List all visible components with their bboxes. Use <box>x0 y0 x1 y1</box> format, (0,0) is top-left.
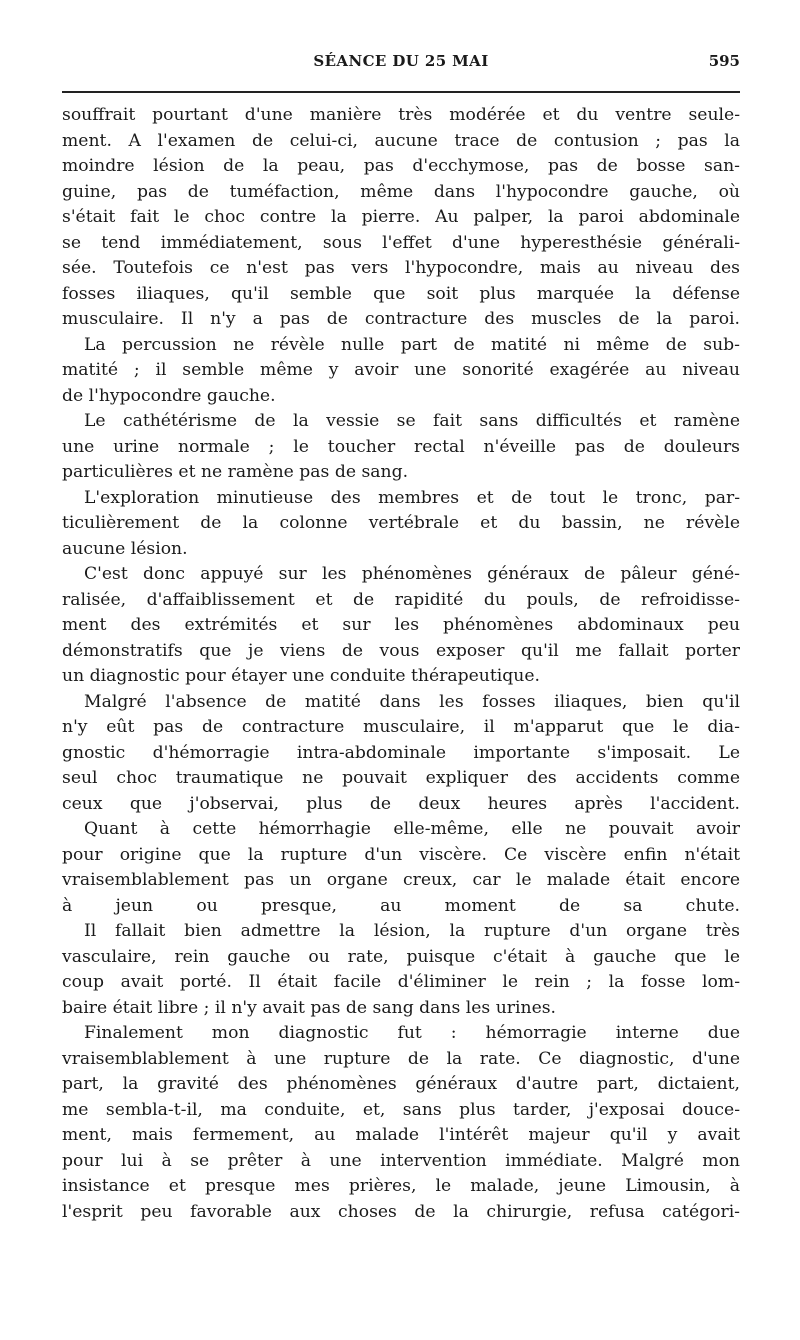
text-line: s'était fait le choc contre la pierre. Au palper, la paroi abdominale <box>62 207 740 227</box>
text-line: pour origine que la rupture d'un viscère. Ce viscère enfin n'était <box>62 844 740 865</box>
text-line: baire était libre ; il n'y avait pas de sang dans les urines. <box>62 997 557 1018</box>
text-line: Le cathétérisme de la vessie se fait sans difficultés et ramène <box>84 411 740 431</box>
text-line: vraisemblablement pas un organe creux, car le malade était encore <box>62 870 740 890</box>
text-line: guine, pas de tuméfaction, même dans l'hypocondre gauche, où <box>62 181 740 202</box>
text-line: gnostic d'hémorragie intra-abdominale importante s'imposait. Le <box>62 742 740 763</box>
text-line: vraisemblablement à une rupture de la rate. Ce diagnostic, d'une <box>62 1048 740 1069</box>
text-line: ceux que j'observai, plus de deux heures après l'accident. <box>62 793 740 814</box>
header-rule <box>62 91 740 93</box>
text-line: aucune lésion. <box>62 538 188 559</box>
text-line: seul choc traumatique ne pouvait expliquer des accidents comme <box>62 768 740 788</box>
text-line: l'esprit peu favorable aux choses de la chirurgie, refusa catégori- <box>62 1201 740 1222</box>
text-line: sée. Toutefois ce n'est pas vers l'hypocondre, mais au niveau des <box>62 258 740 278</box>
text-line: vasculaire, rein gauche ou rate, puisque c'était à gauche que le <box>62 946 740 967</box>
text-line: ralisée, d'affaiblissement et de rapidité du pouls, de refroidisse- <box>62 589 740 610</box>
text-line: insistance et presque mes prières, le malade, jeune Limousin, à <box>62 1176 740 1196</box>
text-line: La percussion ne révèle nulle part de matité ni même de sub- <box>84 334 740 355</box>
text-line: une urine normale ; le toucher rectal n'éveille pas de douleurs <box>62 436 740 457</box>
text-line: me sembla-t-il, ma conduite, et, sans plus tarder, j'exposai douce- <box>62 1099 740 1120</box>
text-line: particulières et ne ramène pas de sang. <box>62 462 409 482</box>
text-line: Malgré l'absence de matité dans les fosses iliaques, bien qu'il <box>84 691 740 712</box>
text-line: à jeun ou presque, au moment de sa chute. <box>62 895 740 916</box>
text-line: ment des extrémités et sur les phénomènes abdominaux peu <box>62 615 740 635</box>
text-line: L'exploration minutieuse des membres et de tout le tronc, par- <box>84 487 740 508</box>
text-line: Quant à cette hémorrhagie elle-même, elle ne pouvait avoir <box>84 819 740 839</box>
text-line: matité ; il semble même y avoir une sonorité exagérée au niveau <box>62 360 740 380</box>
text-line: ment. A l'examen de celui-ci, aucune trace de contusion ; pas la <box>62 130 740 151</box>
text-line: démonstratifs que je viens de vous exposer qu'il me fallait porter <box>62 640 740 661</box>
text-line: de l'hypocondre gauche. <box>62 385 276 406</box>
text-line: fosses iliaques, qu'il semble que soit plus marquée la défense <box>62 283 740 304</box>
text-line: ticulièrement de la colonne vertébrale et du bassin, ne révèle <box>62 513 740 533</box>
text-line: Il fallait bien admettre la lésion, la rupture d'un organe très <box>84 921 740 941</box>
text-line: Finalement mon diagnostic fut : hémorragie interne due <box>84 1023 740 1043</box>
running-head <box>62 52 740 76</box>
page-number: 595 <box>708 52 740 70</box>
text-line: n'y eût pas de contracture musculaire, il m'apparut que le dia- <box>62 717 740 737</box>
text-line: pour lui à se prêter à une intervention immédiate. Malgré mon <box>62 1150 740 1171</box>
text-line: souffrait pourtant d'une manière très modérée et du ventre seule- <box>62 105 740 125</box>
text-line: coup avait porté. Il était facile d'éliminer le rein ; la fosse lom- <box>62 972 740 992</box>
text-line: se tend immédiatement, sous l'effet d'une hyperesthésie générali- <box>62 232 740 253</box>
body-text <box>62 103 740 1225</box>
text-line: ment, mais fermement, au malade l'intérêt majeur qu'il y avait <box>62 1125 740 1145</box>
text-line: musculaire. Il n'y a pas de contracture des muscles de la paroi. <box>62 309 740 329</box>
text-line: C'est donc appuyé sur les phénomènes généraux de pâleur géné- <box>84 564 740 584</box>
text-line: moindre lésion de la peau, pas d'ecchymose, pas de bosse san- <box>62 156 740 176</box>
text-line: un diagnostic pour étayer une conduite thérapeutique. <box>62 666 540 686</box>
running-title: SÉANCE DU 25 MAI <box>313 52 489 70</box>
text-line: part, la gravité des phénomènes généraux d'autre part, dictaient, <box>62 1074 740 1094</box>
